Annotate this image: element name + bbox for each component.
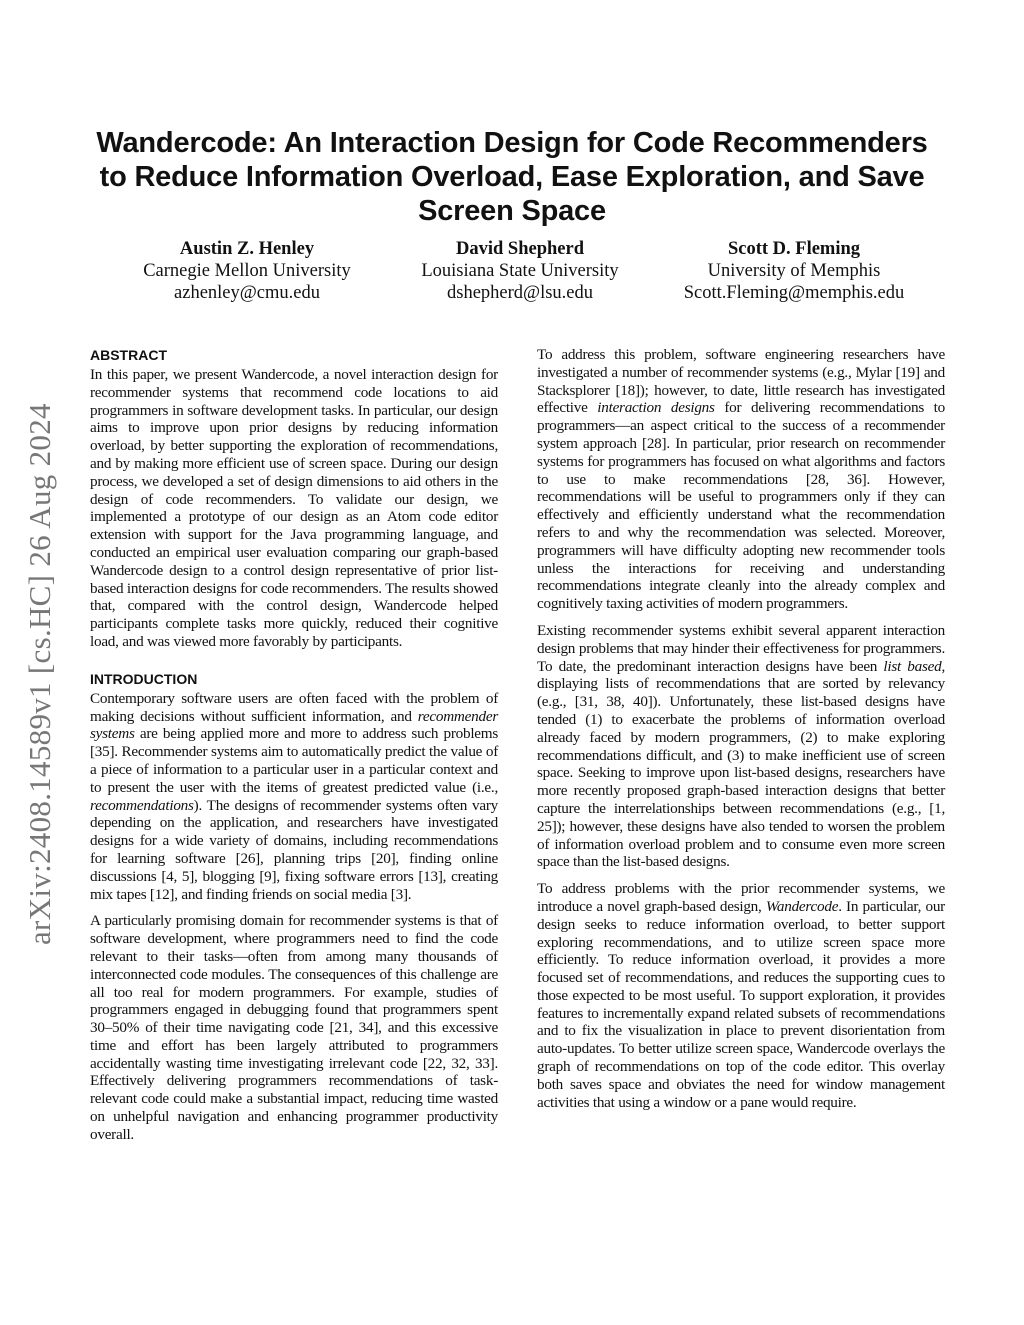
author-email: Scott.Fleming@memphis.edu (683, 283, 905, 303)
author-email: dshepherd@lsu.edu (447, 283, 593, 303)
intro-paragraph-5: To address problems with the prior recommender systems, we introduce a novel graph-based design, Wandercode. In particular, our design seeks to reduce information overload, to better support exploring recommendations, and to utilize screen space more efficiently. To reduce information overload, it provides a more focused set of recommendations, and reduces the supporting cues to those expected to be most useful. To support exploration, it provides features to incrementally expand related subsets of recommendations and to fix the visualization in place to prevent disorientation from auto-updates. To better utilize screen space, Wandercode overlays the graph of recommendations on top of the code editor. This overlay both saves space and obviates the need for window management activities that using a window or a pane would require. (537, 880, 945, 1111)
author-block (370, 238, 670, 304)
author-name: David Shepherd (456, 239, 584, 259)
author-name: Austin Z. Henley (179, 239, 315, 259)
author-email: azhenley@cmu.edu (174, 283, 320, 303)
author-affiliation: Carnegie Mellon University (143, 261, 351, 281)
right-column (537, 346, 945, 1120)
author-name: Scott D. Fleming (727, 239, 861, 259)
intro-paragraph-4: Existing recommender systems exhibit several apparent interaction design problems that may hinder their effectiveness for programmers. To date, the predominant interaction designs have been list based, displaying lists of recommendations that are sorted by relevancy (e.g., [31, 38, 40]). Unfortunately, these list-based designs have tended (1) to exacerbate the problems of information overload already faced by modern programmers, (2) to make exploring recommendations difficult, and (3) to make inefficient use of screen space. Seeking to improve upon list-based designs, researchers have more recently proposed graph-based interaction designs that better capture the interrelationships between recommendations (e.g., [1, 25]); however, these designs have also tended to worsen the problem of information overload problem and to consume even more screen space than the list-based designs. (537, 621, 945, 871)
paper-title: Wandercode: An Interaction Design for Code Recommenders to Reduce Information Overload, Ease Exploration, and Save Screen Space (96, 127, 928, 227)
abstract-text: In this paper, we present Wandercode, a novel interaction design for recommender systems that recommend code locations to aid programmers in software development tasks. In particular, our design aims to improve upon prior designs by reducing information overload, by better supporting the exploration of recommendations, and by making more efficient use of screen space. During our design process, we developed a set of design dimensions to aid others in the design of code recommenders. To validate our design, we implemented a prototype of our design as an Atom code editor extension with support for the Java programming language, and conducted an empirical user evaluation comparing our graph-based Wandercode design to a control design representative of prior list-based interaction designs for code recommenders. The results showed that, compared with the control design, Wandercode helped participants complete tasks more quickly, reduced their cognitive load, and was viewed more favorably by participants. (90, 366, 498, 650)
left-column (90, 346, 498, 1153)
introduction-heading: INTRODUCTION (90, 670, 198, 687)
arxiv-identifier: arXiv:2408.14589v1 [cs.HC] 26 Aug 2024 (22, 403, 57, 945)
intro-paragraph-3: To address this problem, software engineering researchers have investigated a number of recommender systems (e.g., Mylar [19] and Stacksplorer [18]); however, to date, little research has investigated effective interaction designs for delivering recommendations to programmers—an aspect critical to the success of a recommender system approach [28]. In particular, prior research on recommender systems for programmers has focused on what algorithms and factors to use to make recommendations [28, 36]. However, recommendations will be useful to programmers only if they can effectively and efficiently understand what the recommendation refers to and why the recommendation was selected. Moreover, programmers will have difficulty adopting new recommender tools unless the interactions for receiving and understanding recommendations integrate cleanly into the already complex and cognitively taxing activities of modern programmers. (537, 346, 945, 613)
abstract-heading: ABSTRACT (90, 347, 167, 363)
intro-paragraph-2: A particularly promising domain for recommender systems is that of software development, where programmers need to find the code relevant to their tasks—often from among many thousands of interconnected code modules. The consequences of this challenge are all too real for modern programmers. For example, studies of programmers engaged in debugging found that programmers spent 30–50% of their time navigating code [21, 34], and this excessive time and effort has been largely attributed to programmers accidentally wasting time investigating irrelevant code [22, 32, 33]. Effectively delivering programmers recommendations of task-relevant code could make a substantial impact, reducing time wasted on unhelpful navigation and enhancing programmer productivity overall. (90, 912, 498, 1143)
author-affiliation: Louisiana State University (421, 261, 619, 281)
author-affiliation: University of Memphis (707, 261, 881, 281)
intro-paragraph-1: Contemporary software users are often faced with the problem of making decisions without sufficient information, and recommender systems are being applied more and more to address such problems [35]. Recommender systems aim to automatically predict the value of a piece of information to a particular user in a particular context and to present the user with the items of greatest predicted value (i.e., recommendations). The designs of recommender systems often vary depending on the application, and researchers have investigated designs for a wide variety of domains, including recommendations for learning software [26], planning trips [20], finding online discussions [4, 5], blogging [9], fixing software errors [13], creating mix tapes [12], and finding friends on social media [3]. (90, 689, 498, 903)
author-block (97, 238, 397, 304)
author-block (644, 238, 944, 304)
